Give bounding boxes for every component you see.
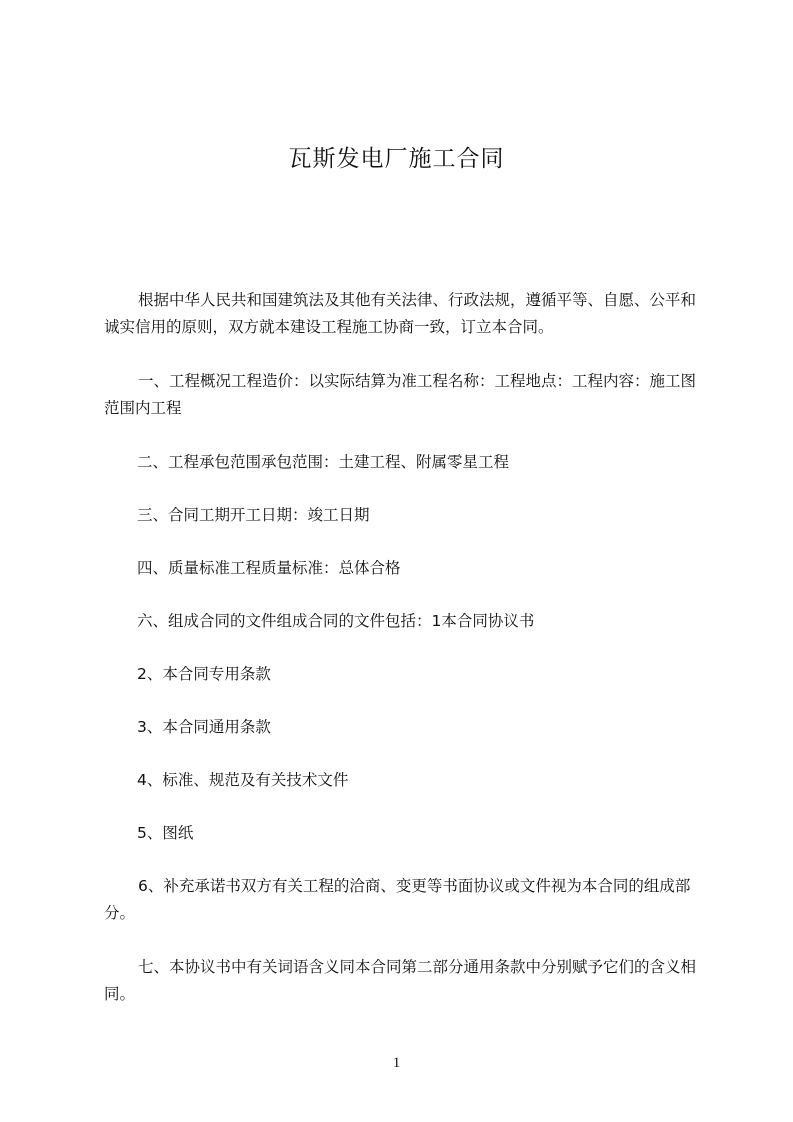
list-item-4: 4、标准、规范及有关技术文件 [137,771,349,789]
list-item-5: 5、图纸 [137,824,194,842]
section-1-paragraph: 一、工程概况工程造价：以实际结算为准工程名称：工程地点：工程内容：施工图范围内工程 [104,372,697,417]
document-title: 瓦斯发电厂施工合同 [288,146,505,172]
section-2-paragraph: 二、工程承包范围承包范围：土建工程、附属零星工程 [137,453,510,471]
document-body [104,287,704,1008]
list-item-3: 3、本合同通用条款 [137,718,271,736]
list-item-2: 2、本合同专用条款 [137,665,271,683]
page-number: 1 [392,1055,401,1071]
section-7-paragraph: 七、本协议书中有关词语含义同本合同第二部分通用条款中分别赋予它们的含义相同。 [104,958,697,1003]
preamble-paragraph: 根据中华人民共和国建筑法及其他有关法律、行政法规，遵循平等、自愿、公平和诚实信用的原则，双方就本建设工程施工协商一致，订立本合同。 [104,291,697,336]
list-item-6: 6、补充承诺书双方有关工程的洽商、变更等书面协议或文件视为本合同的组成部分。 [104,877,691,922]
section-4-paragraph: 四、质量标准工程质量标准：总体合格 [137,559,401,577]
section-3-paragraph: 三、合同工期开工日期：竣工日期 [137,506,370,524]
section-6-paragraph: 六、组成合同的文件组成合同的文件包括：1本合同协议书 [137,612,535,630]
